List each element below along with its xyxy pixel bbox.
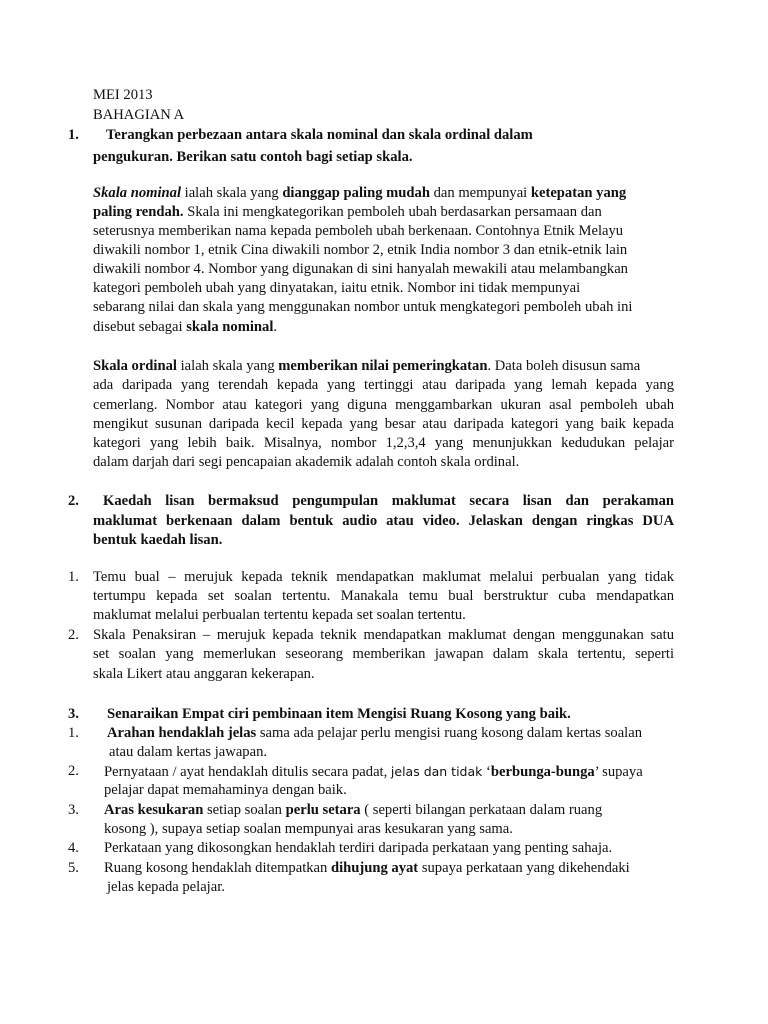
q2-answer2-line2: set soalan yang memerlukan seseorang memberikan jawapan dalam skala tertentu, seperti (93, 646, 674, 662)
q3-item4-line1: Perkataan yang dikosongkan hendaklah terdiri daripada perkataan yang penting sahaja. (104, 840, 613, 856)
ordinal-line6: dalam darjah dari segi pencapaian akademik adalah contoh skala ordinal. (93, 454, 520, 470)
q3-item4-number: 4. (68, 840, 79, 856)
ordinal-line1: Skala ordinal ialah skala yang memberikan nilai pemeringkatan. Data boleh disusun sama (93, 358, 641, 374)
q2-question-line2: maklumat berkenaan dalam bentuk audio atau video. Jelaskan dengan ringkas DUA (93, 513, 674, 529)
nominal-line1: Skala nominal ialah skala yang dianggap paling mudah dan mempunyai ketepatan yang (93, 185, 627, 201)
q1-question-line2: pengukuran. Berikan satu contoh bagi setiap skala. (93, 149, 413, 165)
q2-answer2-number: 2. (68, 627, 79, 643)
q3-item1-number: 1. (68, 725, 79, 741)
q3-number: 3. (68, 706, 79, 722)
nominal-line5: diwakili nombor 4. Nombor yang digunakan di sini hanyalah mewakili atau melambangkan (93, 261, 628, 277)
q3-item3-line1: Aras kesukaran setiap soalan perlu setara ( seperti bilangan perkataan dalam ruang (104, 802, 603, 818)
q3-item2-number: 2. (68, 763, 79, 779)
exam-date: MEI 2013 (93, 87, 153, 103)
q3-item5-line1: Ruang kosong hendaklah ditempatkan dihujung ayat supaya perkataan yang dikehendaki (104, 860, 630, 876)
q1-question-line1: Terangkan perbezaan antara skala nominal dan skala ordinal dalam (106, 127, 533, 143)
q2-question-line1: Kaedah lisan bermaksud pengumpulan maklumat secara lisan dan perakaman (103, 493, 674, 509)
nominal-line2: paling rendah. Skala ini mengkategorikan pemboleh ubah berdasarkan persamaan dan (93, 204, 602, 220)
q3-item1-line1: Arahan hendaklah jelas sama ada pelajar perlu mengisi ruang kosong dalam kertas soalan (107, 725, 643, 741)
q2-answer1-number: 1. (68, 569, 79, 585)
ordinal-line5: kategori yang lebih baik. Misalnya, nombor 1,2,3,4 yang menunjukkan kedudukan pelajar (93, 435, 674, 451)
ordinal-line2: ada daripada yang terendah kepada yang tertinggi atau daripada yang lemah kepada yang (93, 377, 674, 393)
nominal-line4: diwakili nombor 1, etnik Cina diwakili nombor 2, etnik India nombor 3 dan etnik-etnik lain (93, 242, 628, 258)
q2-answer1-line1: Temu bual – merujuk kepada teknik mendapatkan maklumat melalui perbualan yang tidak (93, 569, 674, 585)
q2-number: 2. (68, 493, 79, 509)
q2-answer2-line1: Skala Penaksiran – merujuk kepada teknik mendapatkan maklumat dengan menggunakan satu (93, 627, 674, 643)
q3-item3-line2: kosong ), supaya setiap soalan mempunyai aras kesukaran yang sama. (104, 821, 513, 837)
q2-answer1-line2: tertumpu kepada set soalan tertentu. Manakala temu bual berstruktur cuba mendapatkan (93, 588, 674, 604)
nominal-line6: kategori pemboleh ubah yang dinyatakan, iaitu etnik. Nombor ini tidak mempunyai (93, 280, 581, 296)
q3-item5-line2: jelas kepada pelajar. (107, 879, 225, 895)
nominal-line3: seterusnya memberikan nama kepada pemboleh ubah berkenaan. Contohnya Etnik Melayu (93, 223, 624, 239)
ordinal-line3: cemerlang. Nombor atau kategori yang diguna menggambarkan ukuran asal pemboleh ubah (93, 397, 674, 413)
section-title: BAHAGIAN A (93, 107, 185, 123)
nominal-line7: sebarang nilai dan skala yang menggunakan nombor untuk mengkategori pemboleh ubah ini (93, 299, 633, 315)
nominal-line8: disebut sebagai skala nominal. (93, 319, 278, 335)
q3-question: Senaraikan Empat ciri pembinaan item Mengisi Ruang Kosong yang baik. (107, 706, 571, 722)
q3-item2-line1: Pernyataan / ayat hendaklah ditulis secara padat, jelas dan tidak ‘berbunga-bunga’ supaya (104, 764, 643, 780)
q2-question-line3: bentuk kaedah lisan. (93, 532, 223, 548)
q2-answer2-line3: skala Likert atau anggaran kekerapan. (93, 666, 315, 682)
q3-item1-line2: atau dalam kertas jawapan. (109, 744, 268, 760)
ordinal-line4: mengikut susunan daripada kecil kepada yang besar atau daripada kategori yang baik kepada (93, 416, 674, 432)
q3-item3-number: 3. (68, 802, 79, 818)
q3-item2-line2: pelajar dapat memahaminya dengan baik. (104, 782, 347, 798)
q3-item5-number: 5. (68, 860, 79, 876)
q2-answer1-line3: maklumat melalui perbualan tertentu kepada set soalan tertentu. (93, 607, 466, 623)
q1-number: 1. (68, 127, 79, 143)
